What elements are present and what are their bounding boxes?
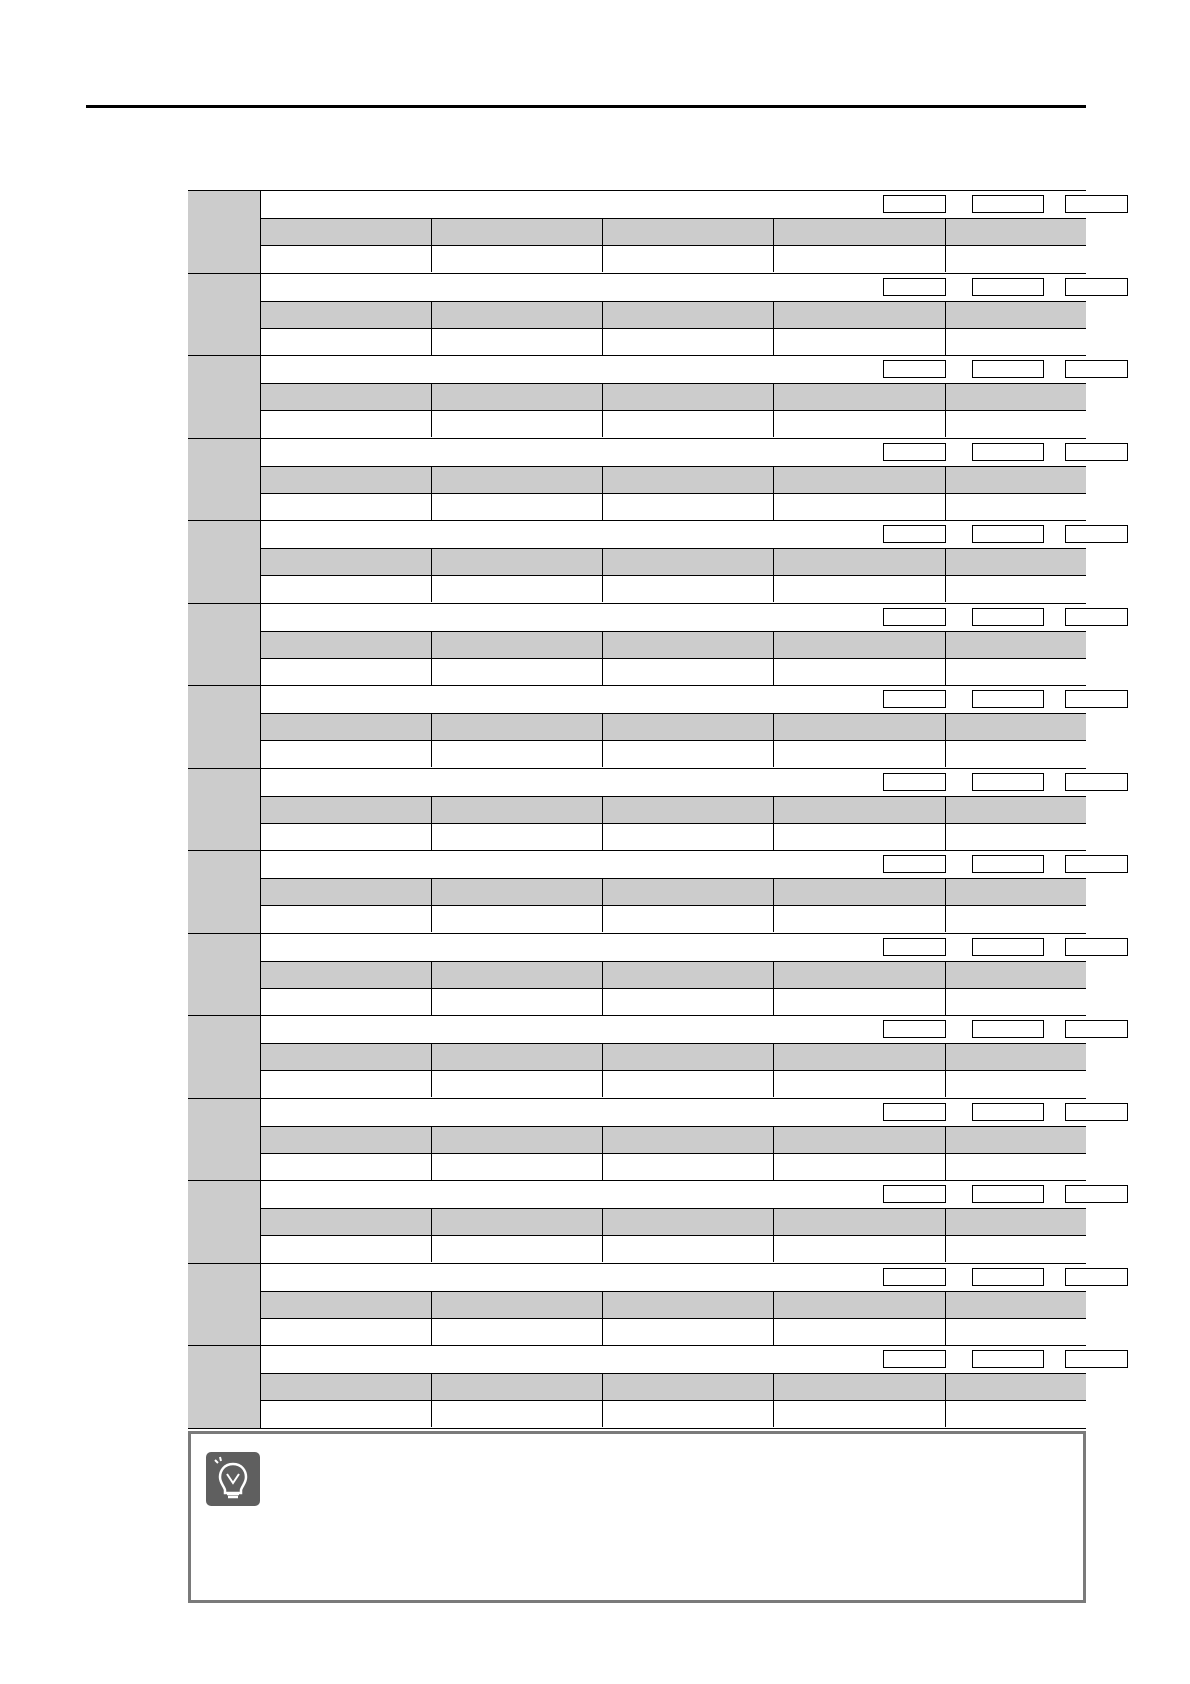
param-value-cell [432,1319,603,1345]
param-header-cell [946,1292,1086,1318]
param-badge [1065,608,1128,626]
param-body [261,439,1086,521]
param-value-cell [946,659,1086,685]
param-number [188,686,261,768]
param-badge [972,1103,1044,1121]
param-header-cell [261,632,432,658]
param-header-cell [261,962,432,988]
param-body [261,521,1086,603]
param-value-cell [774,246,946,272]
param-title-row [261,1099,1086,1126]
param-badge [883,195,946,213]
param-badge [1065,855,1128,873]
param-body [261,934,1086,1016]
param-header-row [261,878,1086,905]
param-value-cell [946,411,1086,437]
note-box [188,1431,1086,1603]
param-block [188,850,1086,933]
param-value-cell [946,576,1086,602]
param-value-cell [432,1401,603,1427]
param-value-row [261,740,1086,767]
param-header-cell [946,1374,1086,1400]
param-value-row [261,410,1086,437]
param-block [188,768,1086,851]
param-block [188,273,1086,356]
param-value-cell [774,411,946,437]
param-header-cell [774,797,946,823]
param-header-row [261,548,1086,575]
param-header-cell [432,219,603,245]
param-number [188,604,261,686]
param-badge [883,1185,946,1203]
param-value-cell [774,1401,946,1427]
param-value-cell [261,1154,432,1180]
param-header-cell [946,962,1086,988]
param-value-cell [603,1319,774,1345]
param-value-cell [603,906,774,932]
param-value-cell [603,576,774,602]
param-header-cell [261,1127,432,1153]
param-header-cell [774,1292,946,1318]
param-title-row [261,439,1086,466]
param-header-row [261,301,1086,328]
param-header-cell [774,549,946,575]
param-badge [972,855,1044,873]
param-badge [1065,443,1128,461]
param-value-cell [432,824,603,850]
param-header-cell [774,962,946,988]
param-header-cell [432,1292,603,1318]
param-number [188,356,261,438]
parameter-table [188,190,1086,1429]
param-value-cell [432,989,603,1015]
param-badge [883,690,946,708]
param-value-cell [261,824,432,850]
param-value-row [261,575,1086,602]
param-value-cell [603,494,774,520]
param-header-cell [432,879,603,905]
param-body [261,274,1086,356]
param-header-cell [261,1374,432,1400]
param-header-cell [432,302,603,328]
param-value-cell [603,411,774,437]
param-badge [1065,1350,1128,1368]
param-value-cell [432,1154,603,1180]
param-value-row [261,1070,1086,1097]
param-badge [972,938,1044,956]
param-badge [972,1350,1044,1368]
param-header-cell [603,1292,774,1318]
param-header-cell [261,467,432,493]
param-badge [883,1268,946,1286]
param-value-cell [603,1154,774,1180]
param-value-cell [946,1154,1086,1180]
param-value-cell [261,246,432,272]
param-body [261,1016,1086,1098]
param-header-cell [261,219,432,245]
param-badge [972,525,1044,543]
param-header-cell [603,879,774,905]
param-header-row [261,796,1086,823]
param-header-cell [432,797,603,823]
param-value-cell [261,494,432,520]
param-block [188,1345,1086,1429]
param-badge [972,690,1044,708]
param-number [188,191,261,273]
param-value-cell [261,989,432,1015]
param-block [188,520,1086,603]
param-header-cell [946,1044,1086,1070]
param-value-cell [774,494,946,520]
param-block [188,933,1086,1016]
param-value-cell [946,1401,1086,1427]
param-value-cell [432,906,603,932]
param-badge [972,278,1044,296]
param-title-row [261,604,1086,631]
param-value-row [261,823,1086,850]
param-header-cell [603,467,774,493]
param-badge [1065,773,1128,791]
param-value-cell [774,576,946,602]
param-value-cell [774,989,946,1015]
param-value-row [261,1318,1086,1345]
param-header-cell [603,1374,774,1400]
param-header-cell [946,714,1086,740]
param-badge [1065,1185,1128,1203]
param-header-cell [261,1292,432,1318]
param-badge [1065,1268,1128,1286]
param-badge [883,443,946,461]
param-header-cell [603,1209,774,1235]
param-number [188,1016,261,1098]
param-block [188,603,1086,686]
param-header-cell [603,1127,774,1153]
param-header-cell [774,219,946,245]
param-badge [883,1350,946,1368]
param-value-cell [774,1236,946,1262]
param-body [261,356,1086,438]
lightbulb-icon [206,1452,260,1506]
param-value-cell [261,576,432,602]
param-body [261,1099,1086,1181]
param-number [188,521,261,603]
param-value-cell [774,1154,946,1180]
param-header-cell [946,302,1086,328]
param-body [261,769,1086,851]
param-badge [972,443,1044,461]
param-number [188,1099,261,1181]
param-badge [972,1185,1044,1203]
param-block [188,1180,1086,1263]
param-header-cell [432,1209,603,1235]
param-body [261,686,1086,768]
param-header-cell [774,1127,946,1153]
param-value-cell [261,329,432,355]
param-header-cell [774,714,946,740]
param-header-cell [432,1374,603,1400]
param-value-cell [603,1071,774,1097]
param-value-row [261,905,1086,932]
param-value-row [261,658,1086,685]
param-value-cell [261,1236,432,1262]
param-value-cell [603,824,774,850]
param-value-cell [774,906,946,932]
param-header-cell [603,962,774,988]
param-body [261,1181,1086,1263]
param-value-cell [946,906,1086,932]
param-header-cell [946,879,1086,905]
param-header-cell [603,549,774,575]
param-header-cell [946,549,1086,575]
param-badge [1065,278,1128,296]
param-badge [883,360,946,378]
param-header-row [261,1291,1086,1318]
param-badge [972,1020,1044,1038]
param-header-cell [946,384,1086,410]
param-title-row [261,274,1086,301]
param-header-cell [603,302,774,328]
param-header-cell [603,384,774,410]
param-value-cell [603,246,774,272]
param-block [188,190,1086,273]
param-value-cell [261,659,432,685]
param-header-cell [432,1127,603,1153]
param-badge [883,608,946,626]
param-header-cell [261,797,432,823]
param-body [261,1346,1086,1428]
param-badge [972,773,1044,791]
param-number [188,851,261,933]
param-value-cell [432,246,603,272]
param-value-cell [432,329,603,355]
param-header-cell [603,714,774,740]
param-value-cell [774,659,946,685]
param-number [188,274,261,356]
param-header-cell [946,219,1086,245]
param-number [188,1346,261,1428]
param-title-row [261,356,1086,383]
param-body [261,1264,1086,1346]
param-header-cell [261,879,432,905]
param-value-cell [774,824,946,850]
param-value-cell [946,1319,1086,1345]
param-badge [883,938,946,956]
param-number [188,1181,261,1263]
param-value-cell [946,494,1086,520]
param-number [188,934,261,1016]
param-header-cell [432,962,603,988]
param-header-cell [261,384,432,410]
param-header-cell [432,467,603,493]
param-number [188,439,261,521]
param-value-cell [946,741,1086,767]
param-title-row [261,1264,1086,1291]
param-value-cell [946,989,1086,1015]
param-value-row [261,245,1086,272]
param-header-cell [946,797,1086,823]
param-header-row [261,1126,1086,1153]
param-body [261,604,1086,686]
param-header-cell [603,1044,774,1070]
param-badge [1065,1020,1128,1038]
param-badge [972,360,1044,378]
param-header-cell [432,384,603,410]
param-badge [1065,938,1128,956]
param-value-cell [603,741,774,767]
param-block [188,355,1086,438]
param-value-cell [946,1236,1086,1262]
param-value-cell [603,989,774,1015]
param-header-row [261,1208,1086,1235]
param-value-cell [432,1236,603,1262]
param-header-row [261,383,1086,410]
param-title-row [261,934,1086,961]
param-title-row [261,1346,1086,1373]
param-badge [883,1020,946,1038]
param-badge [1065,690,1128,708]
param-header-cell [774,467,946,493]
param-value-cell [946,246,1086,272]
param-header-cell [946,1127,1086,1153]
param-header-cell [774,384,946,410]
param-value-cell [774,1071,946,1097]
param-number [188,1264,261,1346]
header-rule [86,105,1086,108]
param-value-cell [261,1401,432,1427]
param-value-cell [946,329,1086,355]
param-header-cell [946,467,1086,493]
param-badge [972,608,1044,626]
param-block [188,1015,1086,1098]
param-number [188,769,261,851]
param-badge [1065,1103,1128,1121]
param-title-row [261,521,1086,548]
param-value-cell [946,1071,1086,1097]
param-title-row [261,686,1086,713]
param-title-row [261,769,1086,796]
param-value-cell [603,1401,774,1427]
param-value-cell [774,1319,946,1345]
param-block [188,1098,1086,1181]
param-header-row [261,218,1086,245]
param-header-cell [946,1209,1086,1235]
param-value-cell [432,411,603,437]
param-header-cell [603,219,774,245]
param-value-cell [261,1319,432,1345]
param-value-cell [261,411,432,437]
param-value-cell [261,741,432,767]
param-header-row [261,713,1086,740]
param-header-row [261,631,1086,658]
param-header-row [261,1043,1086,1070]
param-value-cell [432,494,603,520]
param-badge [883,278,946,296]
param-value-cell [774,329,946,355]
param-value-cell [603,1236,774,1262]
param-title-row [261,191,1086,218]
param-value-cell [603,659,774,685]
param-title-row [261,1016,1086,1043]
param-header-cell [774,879,946,905]
param-value-row [261,328,1086,355]
param-badge [972,1268,1044,1286]
param-value-cell [432,576,603,602]
param-badge [883,855,946,873]
param-value-cell [261,1071,432,1097]
param-header-row [261,961,1086,988]
param-header-row [261,1373,1086,1400]
param-header-cell [261,1044,432,1070]
param-block [188,1263,1086,1346]
param-body [261,191,1086,273]
param-header-cell [261,1209,432,1235]
param-value-cell [432,659,603,685]
param-header-cell [432,549,603,575]
param-header-cell [774,1044,946,1070]
param-header-cell [432,714,603,740]
param-value-cell [603,329,774,355]
param-badge [972,195,1044,213]
param-badge [883,773,946,791]
param-header-cell [774,302,946,328]
param-value-row [261,988,1086,1015]
param-value-row [261,1400,1086,1427]
param-value-row [261,1235,1086,1262]
param-title-row [261,1181,1086,1208]
param-header-cell [432,1044,603,1070]
param-badge [883,1103,946,1121]
param-header-cell [603,632,774,658]
param-header-cell [261,714,432,740]
param-body [261,851,1086,933]
param-block [188,685,1086,768]
param-value-row [261,493,1086,520]
param-header-cell [432,632,603,658]
param-badge [1065,525,1128,543]
param-header-cell [774,1374,946,1400]
param-badge [883,525,946,543]
param-value-cell [261,906,432,932]
param-header-cell [774,1209,946,1235]
param-header-cell [603,797,774,823]
param-value-cell [432,1071,603,1097]
param-header-cell [261,549,432,575]
param-value-cell [774,741,946,767]
param-header-cell [261,302,432,328]
param-badge [1065,360,1128,378]
param-block [188,438,1086,521]
param-value-row [261,1153,1086,1180]
param-header-row [261,466,1086,493]
param-badge [1065,195,1128,213]
param-value-cell [946,824,1086,850]
param-header-cell [946,632,1086,658]
param-value-cell [432,741,603,767]
param-title-row [261,851,1086,878]
param-header-cell [774,632,946,658]
